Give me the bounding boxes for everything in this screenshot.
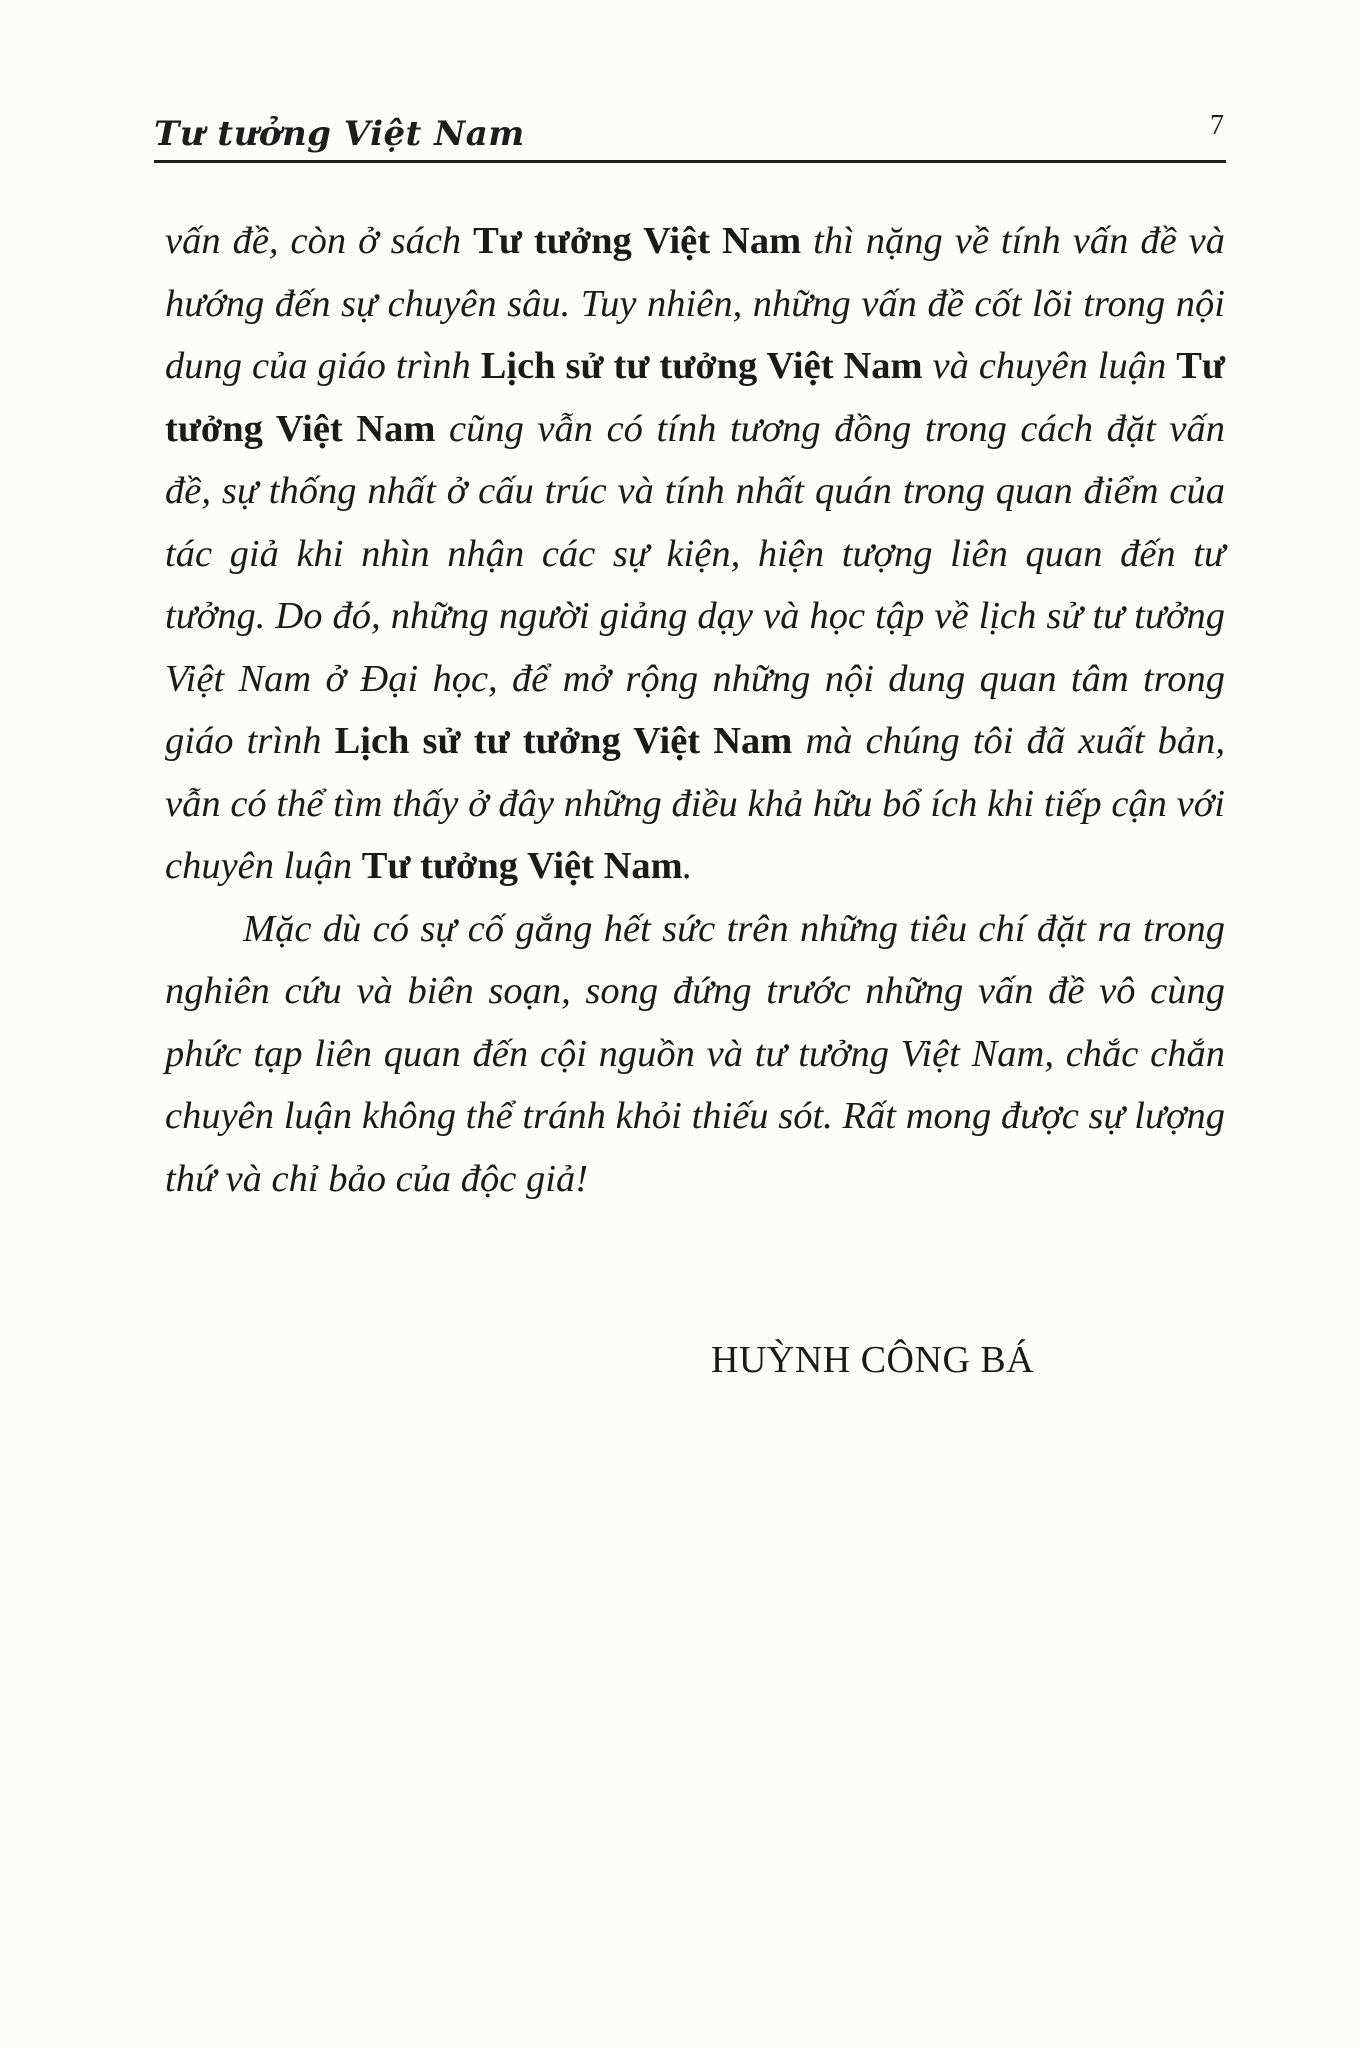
p1-run: . bbox=[682, 845, 693, 887]
running-title: Tư tưởng Việt Nam bbox=[154, 114, 525, 154]
body-text bbox=[165, 210, 1225, 1210]
p1-run-bold: Tư tưởng Việt Nam bbox=[165, 345, 1225, 450]
p1-run: vấn đề, còn ở sách bbox=[165, 220, 474, 262]
p1-run-bold: Tư tưởng Việt Nam bbox=[361, 845, 683, 887]
p1-run-bold: Lịch sử tư tưởng Việt Nam bbox=[480, 345, 923, 387]
p1-run: cũng vẫn có tính tương đồng trong cách đặt vấn đề, sự thống nhất ở cấu trúc và tính nhất quán trong quan điểm của tác giả khi nhìn nhận các sự kiện, hiện tượng liên quan đến tư tưởng. Do đó, những người giảng dạy và học tập về lịch sử tư tưởng Việt Nam ở Đại học, để mở rộng những nội dung quan tâm trong giáo trình bbox=[165, 407, 1225, 762]
paragraph-1 bbox=[165, 210, 1225, 898]
p1-run: mà chúng tôi đã xuất bản, vẫn có thể tìm thấy ở đây những điều khả hữu bổ ích khi tiếp cận với chuyên luận bbox=[165, 720, 1226, 887]
p1-run-bold: Lịch sử tư tưởng Việt Nam bbox=[334, 720, 793, 762]
header-rule bbox=[154, 160, 1226, 163]
p1-run: và chuyên luận bbox=[922, 345, 1177, 387]
page-number: 7 bbox=[1210, 110, 1224, 141]
author-signature: HUỲNH CÔNG BÁ bbox=[711, 1339, 1035, 1381]
p1-run: thì nặng về tính vấn đề và hướng đến sự chuyên sâu. Tuy nhiên, những vấn đề cốt lõi trong nội dung của giáo trình bbox=[165, 220, 1225, 387]
p1-run-bold: Tư tưởng Việt Nam bbox=[473, 220, 802, 262]
paragraph-2: Mặc dù có sự cố gắng hết sức trên những tiêu chí đặt ra trong nghiên cứu và biên soạn, song đứng trước những vấn đề vô cùng phức tạp liên quan đến cội nguồn và tư tưởng Việt Nam, chắc chắn chuyên luận không thể tránh khỏi thiếu sót. Rất mong được sự lượng thứ và chỉ bảo của độc giả! bbox=[165, 907, 1225, 1200]
running-header bbox=[154, 108, 1224, 164]
